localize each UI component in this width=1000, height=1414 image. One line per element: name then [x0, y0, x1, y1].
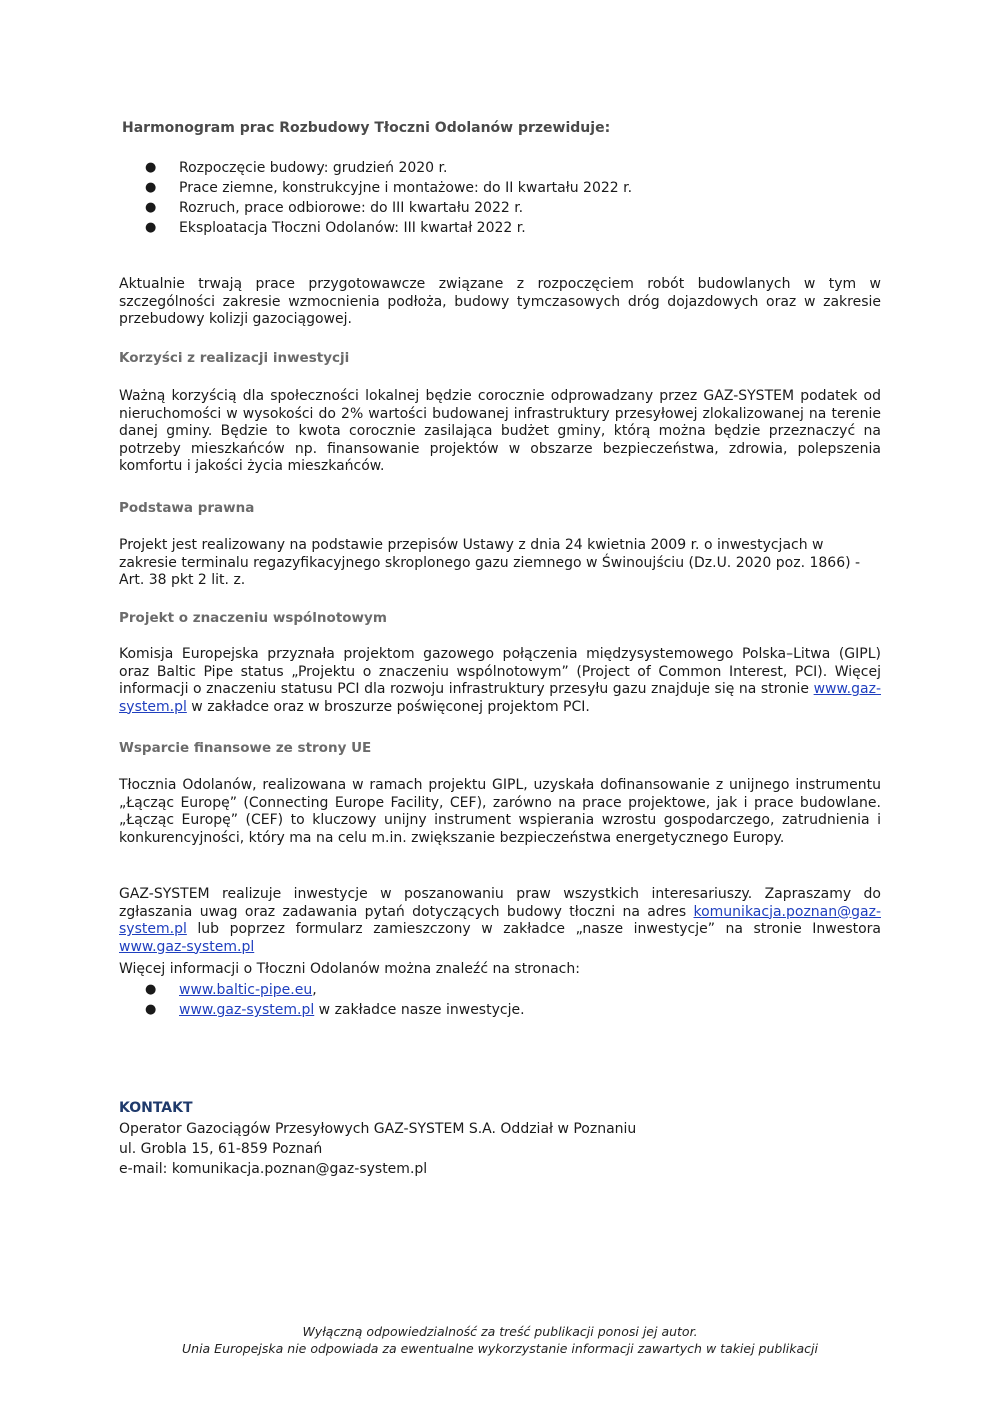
- list-item: ● Rozruch, prace odbiorowe: do III kwartału 2022 r.: [145, 200, 524, 216]
- benefits-paragraph: Ważną korzyścią dla społeczności lokalnej będzie corocznie odprowadzany przez GAZ-SYSTEM podatek od nieruchomości w wysokości do 2% wartości budowanej infrastruktury przesyłowej zlokalizowanej na terenie danej gminy. Będzie to kwota corocznie zasilająca budżet gminy, którą można będzie przeznaczyć na potrzeby mieszkańców np. finansowanie projektów w obszarze bezpieczeństwa, zdrowia, polepszenia komfortu i jakości życia mieszkańców.: [119, 388, 881, 474]
- bullet-icon: ●: [145, 160, 157, 175]
- more-info-text: Więcej informacji o Tłoczni Odolanów można znaleźć na stronach:: [119, 961, 580, 977]
- footer-line: Wyłączną odpowiedzialność za treść publikacji ponosi jej autor.: [302, 1324, 698, 1339]
- contact-email: e-mail: komunikacja.poznan@gaz-system.pl: [119, 1161, 428, 1177]
- gaz-system-link[interactable]: www.gaz-system.pl: [119, 681, 881, 715]
- legal-paragraph: Projekt jest realizowany na podstawie przepisów Ustawy z dnia 24 kwietnia 2009 r. o inwestycjach w zakresie terminalu regazyfikacyjnego skroplonego gazu ziemnego w Świnoujściu (Dz.U. 2020 poz. 1866) - Art. 38 pkt 2 lit. z.: [119, 537, 861, 588]
- stakeholders-paragraph: GAZ-SYSTEM realizuje inwestycje w poszanowaniu praw wszystkich interesariuszy. Zapraszamy do zgłaszania uwag oraz zadawania pytań dotyczących budowy tłoczni na adres komunikacja.poznan@gaz-system.pl lub poprzez formularz zamieszczony w zakładce „nasze inwestycje” na stronie Inwestora www.gaz-system.pl: [119, 886, 881, 955]
- eu-support-paragraph: Tłocznia Odolanów, realizowana w ramach projektu GIPL, uzyskała dofinansowanie z unijnego instrumentu „Łącząc Europę” (Connecting Europe Facility, CEF), zarówno na prace projektowe, jak i prace budowlane. „Łącząc Europę” (CEF) to kluczowy unijny instrument wspierania wzrostu gospodarczego, zatrudnienia i konkurencyjności, który ma na celu m.in. zwiększanie bezpieczeństwa energetycznego Europy.: [119, 777, 881, 846]
- disclaimer-footer: [0, 1323, 1000, 1357]
- contact-title: KONTAKT: [119, 1100, 193, 1116]
- schedule-title: Harmonogram prac Rozbudowy Tłoczni Odolanów przewiduje:: [122, 120, 611, 136]
- pci-heading: Projekt o znaczeniu wspólnotowym: [119, 610, 387, 626]
- contact-block: [119, 1119, 636, 1179]
- list-item: ● Rozpoczęcie budowy: grudzień 2020 r.: [145, 160, 448, 176]
- schedule-list: [145, 158, 632, 238]
- list-item: ● Prace ziemne, konstrukcyjne i montażowe: do II kwartału 2022 r.: [145, 180, 633, 196]
- baltic-pipe-link[interactable]: www.baltic-pipe.eu: [179, 982, 313, 998]
- list-item: ● www.baltic-pipe.eu,: [145, 982, 317, 998]
- footer-line: Unia Europejska nie odpowiada za ewentualne wykorzystanie informacji zawartych w takiej publikacji: [182, 1341, 818, 1356]
- gaz-system-link[interactable]: www.gaz-system.pl: [179, 1002, 315, 1018]
- current-works-paragraph: Aktualnie trwają prace przygotowawcze związane z rozpoczęciem robót budowlanych w tym w szczególności zakresie wzmocnienia podłoża, budowy tymczasowych dróg dojazdowych oraz w zakresie przebudowy kolizji gazociągowej.: [119, 276, 881, 327]
- bullet-icon: ●: [145, 180, 157, 195]
- legal-heading: Podstawa prawna: [119, 500, 255, 516]
- bullet-icon: ●: [145, 200, 157, 215]
- list-item: ● Eksploatacja Tłoczni Odolanów: III kwartał 2022 r.: [145, 220, 526, 236]
- pci-paragraph: Komisja Europejska przyznała projektom gazowego połączenia międzysystemowego Polska–Litwa (GIPL) oraz Baltic Pipe status „Projektu o znaczeniu wspólnotowym” (Project of Common Interest, PCI). Więcej informacji o znaczeniu statusu PCI dla rozwoju infrastruktury przesyłu gazu znajduje się na stronie www.gaz-system.pl w zakładce oraz w broszurze poświęconej projektom PCI.: [119, 646, 881, 715]
- contact-address: ul. Grobla 15, 61-859 Poznań: [119, 1141, 323, 1157]
- eu-support-heading: Wsparcie finansowe ze strony UE: [119, 740, 372, 756]
- bullet-icon: ●: [145, 1002, 157, 1017]
- contact-company: Operator Gazociągów Przesyłowych GAZ-SYSTEM S.A. Oddział w Poznaniu: [119, 1121, 637, 1137]
- email-link[interactable]: komunikacja.poznan@gaz-system.pl: [119, 903, 881, 937]
- investor-site-link[interactable]: www.gaz-system.pl: [119, 938, 255, 955]
- links-list: [145, 980, 525, 1020]
- benefits-heading: Korzyści z realizacji inwestycji: [119, 350, 350, 366]
- bullet-icon: ●: [145, 220, 157, 235]
- list-item: ● www.gaz-system.pl w zakładce nasze inwestycje.: [145, 1002, 525, 1018]
- bullet-icon: ●: [145, 982, 157, 997]
